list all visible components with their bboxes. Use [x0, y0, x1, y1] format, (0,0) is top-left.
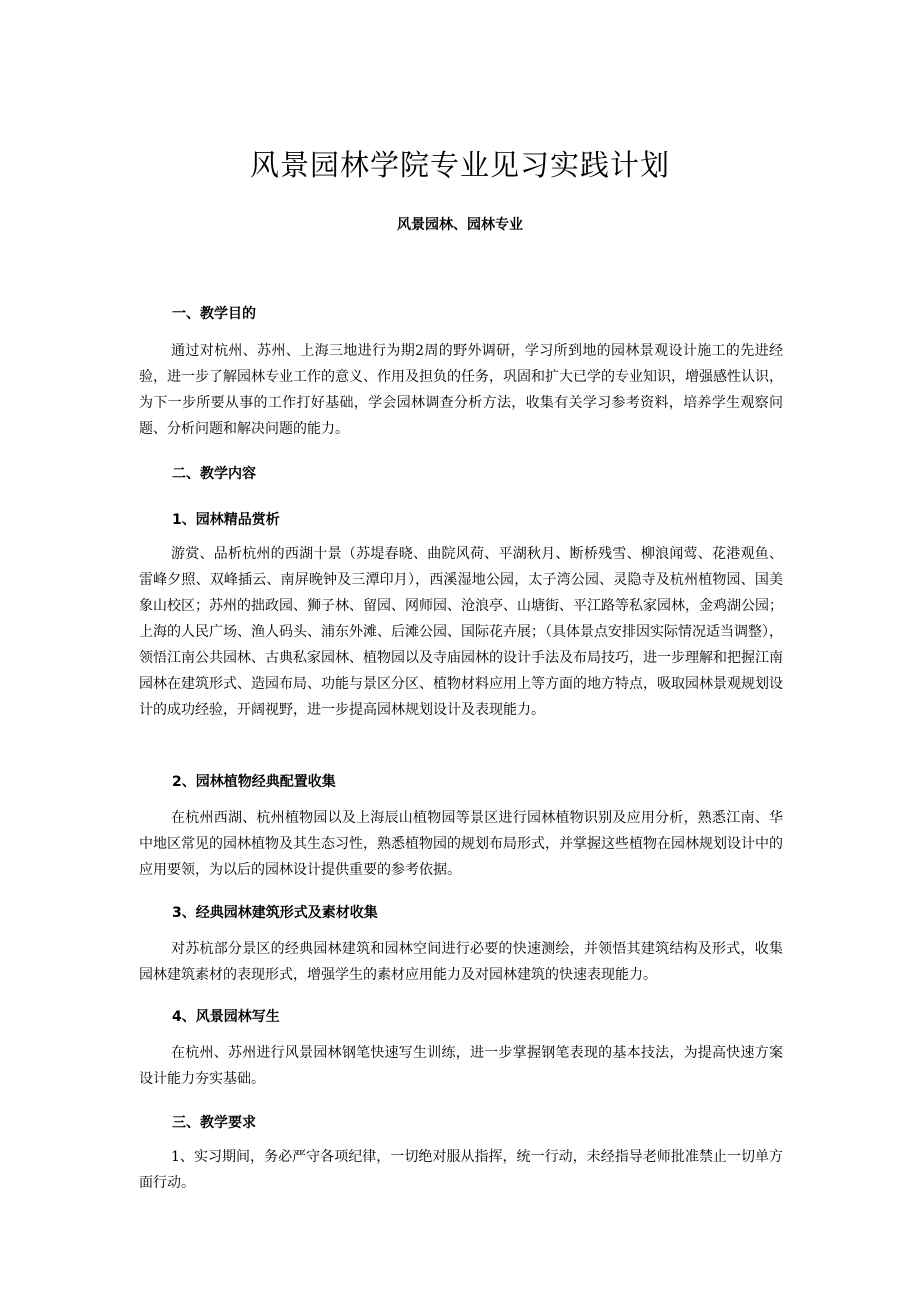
subsection-heading-plant-configuration: 2、园林植物经典配置收集: [172, 774, 336, 790]
subsection-heading-architecture: 3、经典园林建筑形式及素材收集: [172, 905, 378, 921]
plant-configuration-paragraph: 在杭州西湖、杭州植物园以及上海辰山植物园等景区进行园林植物识别及应用分析，熟悉江南、华中地区常见的园林植物及其生态习性，熟悉植物园的规划布局形式，并掌握这些植物在园林规划设计中的应用要领，为以后的园林设计提供重要的参考依据。: [139, 810, 783, 878]
document-title: 风景园林学院专业见习实践计划: [249, 148, 670, 182]
section-heading-objectives: 一、教学目的: [172, 306, 256, 322]
requirements-paragraph: 1、实习期间，务必严守各项纪律，一切绝对服从指挥，统一行动，未经指导老师批准禁止一切单方面行动。: [139, 1149, 783, 1191]
document-subtitle: 风景园林、园林专业: [397, 217, 523, 233]
section-heading-content: 二、教学内容: [172, 466, 256, 482]
garden-appreciation-paragraph: 游赏、品析杭州的西湖十景（苏堤春晓、曲院风荷、平湖秋月、断桥残雪、柳浪闻莺、花港观鱼、雷峰夕照、双峰插云、南屏晚钟及三潭印月），西溪湿地公园，太子湾公园、灵隐寺及杭州植物园、国美象山校区；苏州的拙政园、狮子林、留园、网师园、沧浪亭、山塘街、平江路等私家园林，金鸡湖公园；上海的人民广场、渔人码头、浦东外滩、后滩公园、国际花卉展；（具体景点安排因实际情况适当调整），领悟江南公共园林、古典私家园林、植物园以及寺庙园林的设计手法及布局技巧，进一步理解和把握江南园林在建筑形式、造园布局、功能与景区分区、植物材料应用上等方面的地方特点，吸取园林景观规划设计的成功经验，开阔视野，进一步提高园林规划设计及表现能力。: [139, 546, 783, 718]
section-heading-requirements: 三、教学要求: [172, 1115, 256, 1131]
architecture-paragraph: 对苏杭部分景区的经典园林建筑和园林空间进行必要的快速测绘，并领悟其建筑结构及形式，收集园林建筑素材的表现形式，增强学生的素材应用能力及对园林建筑的快速表现能力。: [139, 941, 783, 983]
sketching-paragraph: 在杭州、苏州进行风景园林钢笔快速写生训练，进一步掌握钢笔表现的基本技法，为提高快速方案设计能力夯实基础。: [139, 1045, 783, 1087]
subsection-heading-sketching: 4、风景园林写生: [172, 1009, 280, 1025]
objectives-paragraph: 通过对杭州、苏州、上海三地进行为期2周的野外调研，学习所到地的园林景观设计施工的先进经验，进一步了解园林专业工作的意义、作用及担负的任务，巩固和扩大已学的专业知识，增强感性认识，为下一步所要从事的工作打好基础，学会园林调查分析方法，收集有关学习参考资料，培养学生观察问题、分析问题和解决问题的能力。: [139, 343, 783, 437]
subsection-heading-garden-appreciation: 1、园林精品赏析: [172, 512, 280, 528]
